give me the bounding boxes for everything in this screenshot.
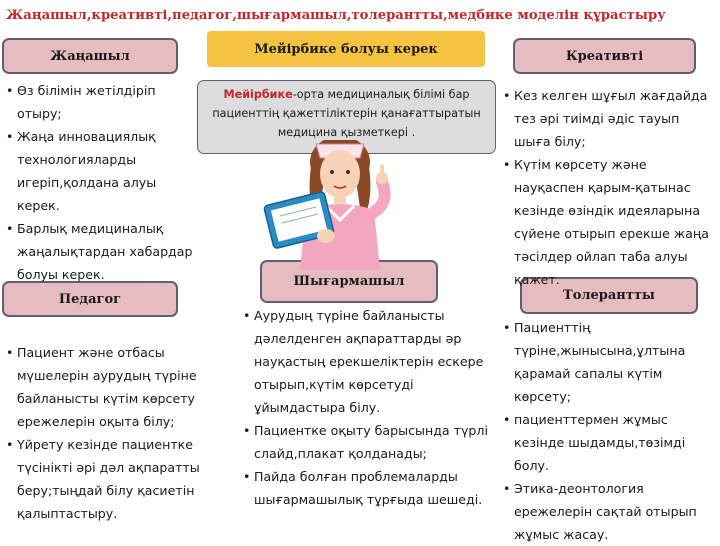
list-item: • Пациентке оқыту барысында түрлі слайд,плакат қолданады; [243,419,493,465]
list-item: • Пациенттің түріне,жынысына,ұлтына қарамай сапалы күтім көрсету; [503,316,717,408]
center-heading: Мейірбике болуы керек [207,31,485,67]
list-item: • Барлық медициналық жаңалықтардан хабардар болуы керек. [6,217,196,286]
list-item: • Өз білімін жетілдіріп отыру; [6,79,196,125]
nurse-illustration [240,140,440,270]
list-item: • Этика-деонтология ережелерін сақтай отырып жұмыс жасау. [503,477,717,546]
list-item: • Аурудың түріне байланысты дәлелденген ақпараттарды әр науқастың ерекшеліктерін ескере отырып,күтім көрсетуді ұйымдастыра білу. [243,304,493,419]
label-creator: Шығармашыл [260,260,438,303]
tolerant-list [503,316,717,546]
innovator-list [6,79,196,286]
list-item: • Пациент және отбасы мүшелерін аурудың түріне байланысты күтім көрсету ережелерін оқыта білу; [6,341,216,433]
list-item: • пациенттермен жұмыс кезінде шыдамды,төзімді болу. [503,408,717,477]
definition-term: Мейірбике [223,88,293,101]
pedagogue-list [6,341,216,525]
label-pedagogue: Педагог [2,281,178,317]
label-creative: Креативті [513,38,696,74]
list-item: • Пайда болған проблемаларды шығармашылық тұрғыда шешеді. [243,465,493,511]
label-tolerant: Толерантты [520,277,698,314]
definition-text: -орта медициналық білімі бар пациенттің қажеттіліктерін қанағаттыратын медицина қызметкері . [212,88,481,139]
list-item: • Жаңа инновациялық технологияларды игеріп,қолдана алуы керек. [6,125,196,217]
label-innovator: Жаңашыл [2,38,178,74]
list-item: • Үйрету кезінде пациентке түсінікті әрі дәл ақпаратты беру;тыңдай білу қасиетін қалыптастыру. [6,433,216,525]
list-item: • Кез келген шұғыл жағдайда тез әрі тиімді әдіс тауып шыға білу; [503,84,717,153]
creator-list [243,304,493,511]
list-item: • Күтім көрсету және науқаспен қарым-қатынас кезінде өзіндік идеяларына сүйене отырып ерекше жаңа тәсілдер ойлап таба алуы қажет. [503,153,717,291]
page-title: Жаңашыл,креативті,педагог,шығармашыл,толерантты,медбике моделін құрастыру [6,8,666,23]
creative-list [503,84,717,291]
